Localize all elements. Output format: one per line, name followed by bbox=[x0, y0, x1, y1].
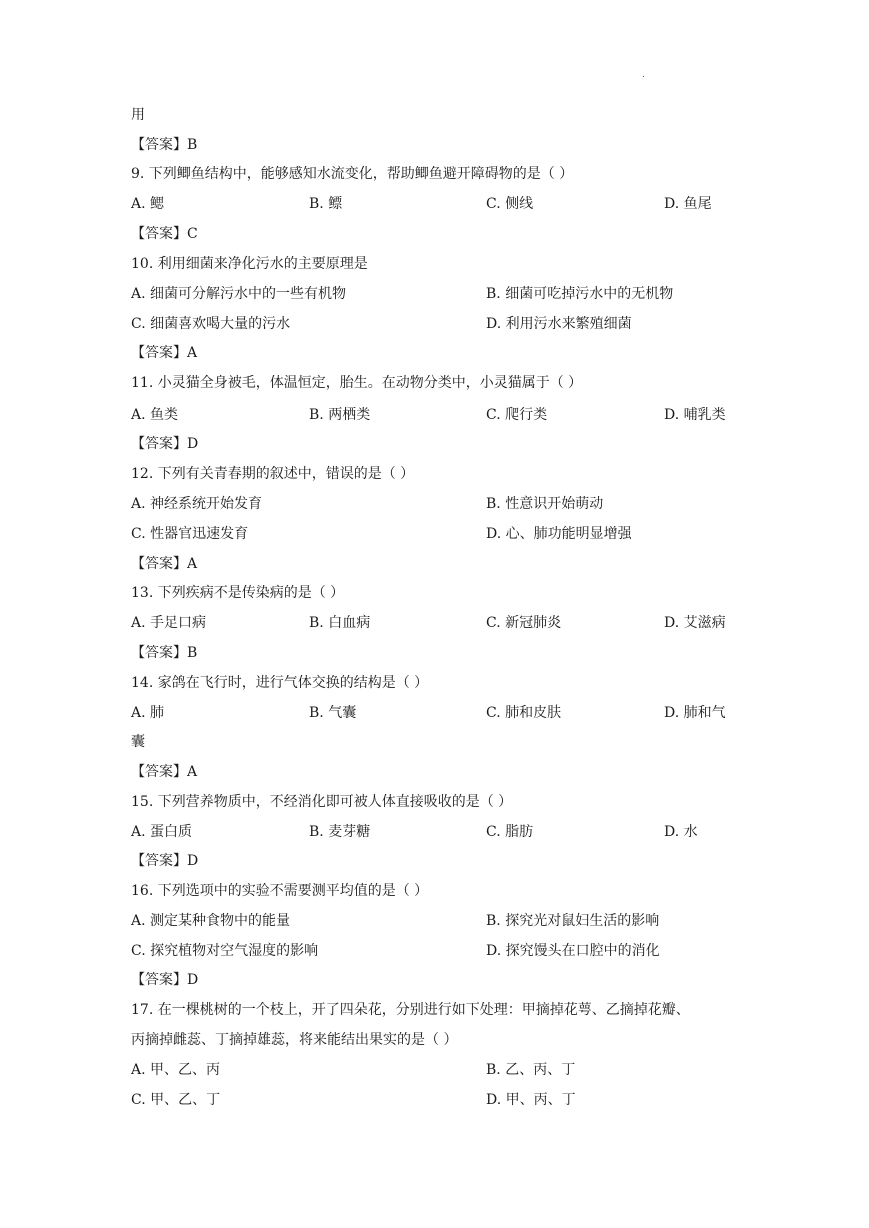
q10-option-c: C. 细菌喜欢喝大量的污水 bbox=[131, 316, 291, 332]
q17-option-d: D. 甲、丙、丁 bbox=[486, 1092, 576, 1108]
question-9: 9. 下列鲫鱼结构中，能够感知水流变化，帮助鲫鱼避开障碍物的是（ ） bbox=[131, 166, 574, 182]
question-12: 12. 下列有关青春期的叙述中，错误的是（ ） bbox=[131, 466, 415, 482]
answer-9: 【答案】C bbox=[131, 226, 198, 242]
answer-11: 【答案】D bbox=[131, 436, 199, 452]
answer-16: 【答案】D bbox=[131, 972, 199, 988]
q12-option-a: A. 神经系统开始发育 bbox=[131, 496, 263, 512]
q13-option-d: D. 艾滋病 bbox=[664, 615, 726, 631]
q15-option-d: D. 水 bbox=[664, 824, 698, 840]
question-11: 11. 小灵猫全身被毛，体温恒定，胎生。在动物分类中，小灵猫属于（ ） bbox=[131, 375, 583, 391]
q15-option-c: C. 脂肪 bbox=[486, 824, 534, 840]
question-17-line1: 17. 在一棵桃树的一个枝上，开了四朵花，分别进行如下处理：甲摘掉花萼、乙摘掉花瓣、 bbox=[131, 1002, 690, 1018]
q11-option-b: B. 两栖类 bbox=[309, 407, 371, 423]
q14-option-b: B. 气囊 bbox=[309, 705, 357, 721]
q14-option-d-continued: 囊 bbox=[131, 734, 145, 750]
q13-option-b: B. 白血病 bbox=[309, 615, 371, 631]
answer-15: 【答案】D bbox=[131, 853, 199, 869]
q12-option-d: D. 心、肺功能明显增强 bbox=[486, 526, 632, 542]
q12-option-c: C. 性器官迅速发育 bbox=[131, 526, 249, 542]
q10-option-a: A. 细菌可分解污水中的一些有机物 bbox=[131, 286, 347, 302]
question-10: 10. 利用细菌来净化污水的主要原理是 bbox=[131, 256, 368, 272]
q9-option-c: C. 侧线 bbox=[486, 196, 534, 212]
question-15: 15. 下列营养物质中，不经消化即可被人体直接吸收的是（ ） bbox=[131, 794, 513, 810]
q10-option-b: B. 细菌可吃掉污水中的无机物 bbox=[486, 286, 674, 302]
answer-13: 【答案】B bbox=[131, 645, 198, 661]
q15-option-b: B. 麦芽糖 bbox=[309, 824, 371, 840]
question-16: 16. 下列选项中的实验不需要测平均值的是（ ） bbox=[131, 883, 429, 899]
answer-12: 【答案】A bbox=[131, 556, 198, 572]
q11-option-c: C. 爬行类 bbox=[486, 407, 548, 423]
q17-option-c: C. 甲、乙、丁 bbox=[131, 1092, 221, 1108]
question-17-line2: 丙摘掉雌蕊、丁摘掉雄蕊，将来能结出果实的是（ ） bbox=[131, 1032, 458, 1048]
q14-option-d: D. 肺和气 bbox=[664, 705, 726, 721]
q12-option-b: B. 性意识开始萌动 bbox=[486, 496, 604, 512]
answer-14: 【答案】A bbox=[131, 764, 198, 780]
q16-option-b: B. 探究光对鼠妇生活的影响 bbox=[486, 913, 660, 929]
q16-option-c: C. 探究植物对空气湿度的影响 bbox=[131, 943, 319, 959]
q11-option-a: A. 鱼类 bbox=[131, 407, 179, 423]
continued-text: 用 bbox=[131, 107, 145, 123]
q15-option-a: A. 蛋白质 bbox=[131, 824, 193, 840]
answer-8: 【答案】B bbox=[131, 137, 198, 153]
q9-option-b: B. 鳔 bbox=[309, 196, 343, 212]
q9-option-d: D. 鱼尾 bbox=[664, 196, 712, 212]
header-dot: . bbox=[642, 70, 645, 80]
q17-option-b: B. 乙、丙、丁 bbox=[486, 1062, 576, 1078]
question-13: 13. 下列疾病不是传染病的是（ ） bbox=[131, 585, 345, 601]
q14-option-a: A. 肺 bbox=[131, 705, 165, 721]
q10-option-d: D. 利用污水来繁殖细菌 bbox=[486, 316, 632, 332]
q17-option-a: A. 甲、乙、丙 bbox=[131, 1062, 221, 1078]
question-14: 14. 家鸽在飞行时，进行气体交换的结构是（ ） bbox=[131, 675, 429, 691]
answer-10: 【答案】A bbox=[131, 345, 198, 361]
q16-option-d: D. 探究馒头在口腔中的消化 bbox=[486, 943, 660, 959]
q16-option-a: A. 测定某种食物中的能量 bbox=[131, 913, 291, 929]
q13-option-c: C. 新冠肺炎 bbox=[486, 615, 562, 631]
q13-option-a: A. 手足口病 bbox=[131, 615, 207, 631]
q9-option-a: A. 鳃 bbox=[131, 196, 165, 212]
q11-option-d: D. 哺乳类 bbox=[664, 407, 726, 423]
q14-option-c: C. 肺和皮肤 bbox=[486, 705, 562, 721]
